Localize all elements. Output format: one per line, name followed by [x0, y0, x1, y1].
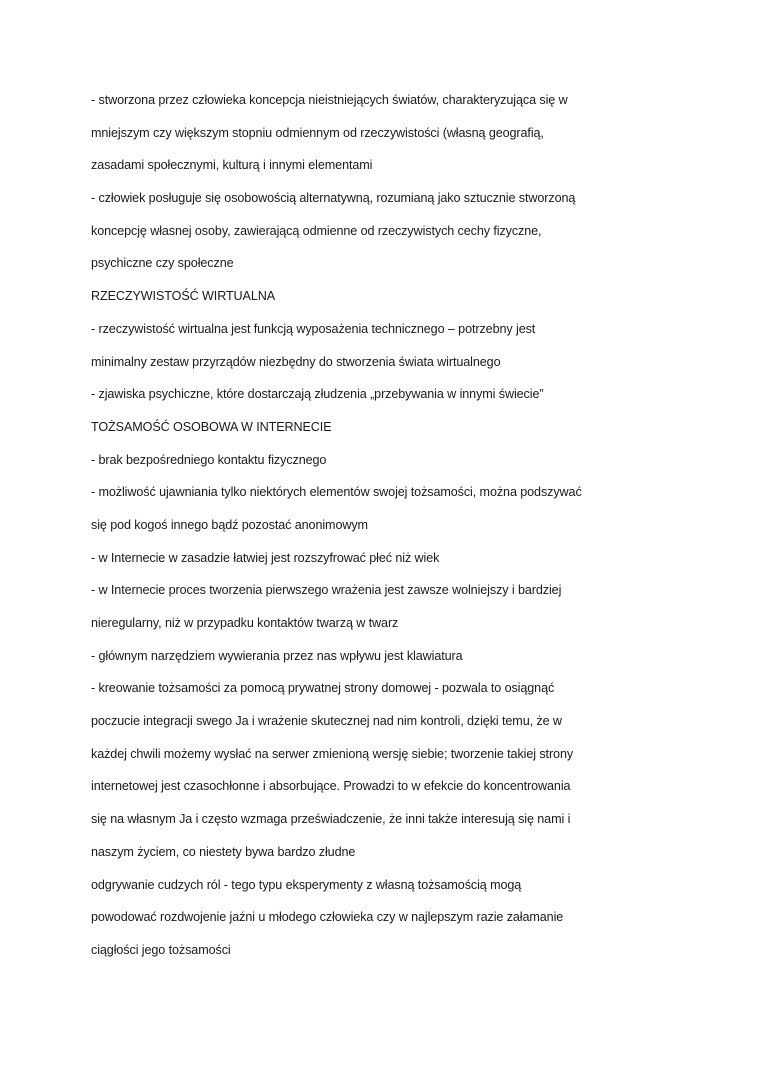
text-line: mniejszym czy większym stopniu odmiennym od rzeczywistości (własną geografią,	[91, 125, 544, 140]
text-line: - w Internecie proces tworzenia pierwszego wrażenia jest zawsze wolniejszy i bardziej	[91, 583, 562, 598]
text-line: - kreowanie tożsamości za pomocą prywatnej strony domowej - pozwala to osiągnąć	[91, 681, 555, 696]
text-line: powodować rozdwojenie jaźni u młodego człowieka czy w najlepszym razie załamanie	[91, 910, 564, 925]
document-text	[91, 90, 691, 973]
text-line: - człowiek posługuje się osobowością alternatywną, rozumianą jako sztucznie stworzoną	[91, 191, 576, 206]
text-line: minimalny zestaw przyrządów niezbędny do stworzenia świata wirtualnego	[91, 354, 501, 369]
text-line: - w Internecie w zasadzie łatwiej jest rozszyfrować płeć niż wiek	[91, 550, 440, 565]
text-line: internetowej jest czasochłonne i absorbujące. Prowadzi to w efekcie do koncentrowania	[91, 779, 571, 794]
text-line: psychiczne czy społeczne	[91, 256, 234, 271]
text-line: - stworzona przez człowieka koncepcja nieistniejących światów, charakteryzująca się w	[91, 93, 568, 107]
text-line: koncepcję własnej osoby, zawierającą odmienne od rzeczywistych cechy fizyczne,	[91, 223, 542, 238]
text-line: - możliwość ujawniania tylko niektórych elementów swojej tożsamości, można podszywać	[91, 485, 582, 500]
text-line: zasadami społecznymi, kulturą i innymi elementami	[91, 158, 373, 173]
text-line: ciągłości jego tożsamości	[91, 942, 231, 957]
text-line: się pod kogoś innego bądź pozostać anonimowym	[91, 517, 368, 532]
text-line: każdej chwili możemy wysłać na serwer zmienioną wersję siebie; tworzenie takiej strony	[91, 746, 574, 761]
text-line: - zjawiska psychiczne, które dostarczają złudzenia „przebywania w innymi świecie”	[91, 387, 544, 402]
text-line: - rzeczywistość wirtualna jest funkcją wyposażenia technicznego – potrzebny jest	[91, 321, 536, 336]
text-line: naszym życiem, co niestety bywa bardzo złudne	[91, 844, 356, 859]
section-heading: RZECZYWISTOŚĆ WIRTUALNA	[91, 289, 276, 304]
text-line: poczucie integracji swego Ja i wrażenie skutecznej nad nim kontroli, dzięki temu, że w	[91, 714, 562, 729]
text-line: - głównym narzędziem wywierania przez nas wpływu jest klawiatura	[91, 648, 463, 663]
text-line: się na własnym Ja i często wzmaga przeświadczenie, że inni także interesują się nami i	[91, 812, 571, 827]
section-heading: TOŻSAMOŚĆ OSOBOWA W INTERNECIE	[91, 419, 332, 434]
text-line: - brak bezpośredniego kontaktu fizycznego	[91, 452, 327, 467]
text-line: odgrywanie cudzych ról - tego typu eksperymenty z własną tożsamością mogą	[91, 877, 522, 892]
text-line: nieregularny, niż w przypadku kontaktów twarzą w twarz	[91, 616, 399, 630]
